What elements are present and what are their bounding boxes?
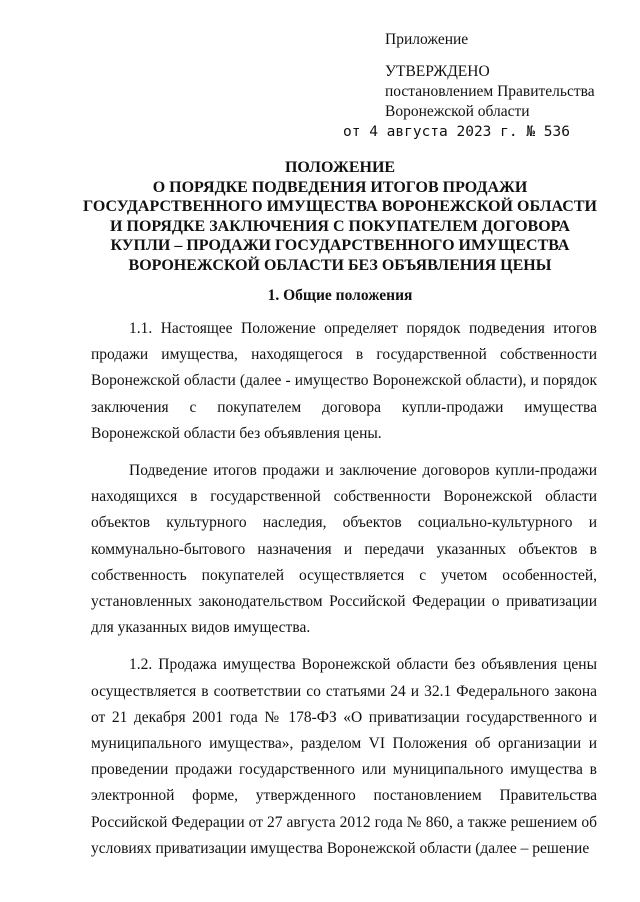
paragraph-1-2: 1.2. Продажа имущества Воронежской области без объявления цены осуществляется в соответствии со статьями 24 и 32.1 Федерального закона от 21 декабря 2001 года № 178-ФЗ «О приватизации государственного и муниципального имущества», разделом VI Положения об организации и проведении продажи государственного или муниципального имущества в электронной форме, утвержденного постановлением Правительства Российской Федерации от 27 августа 2012 года № 860, а также решением об условиях приватизации имущества Воронежской области (далее – решение bbox=[91, 656, 597, 857]
title-line-6: ВОРОНЕЖСКОЙ ОБЛАСТИ БЕЗ ОБЪЯВЛЕНИЯ ЦЕНЫ bbox=[128, 256, 552, 274]
title-line-1: ПОЛОЖЕНИЕ bbox=[284, 159, 396, 176]
decree-line-2: Воронежской области bbox=[385, 103, 530, 120]
section-heading: 1. Общие положения bbox=[267, 287, 413, 304]
document-title bbox=[40, 158, 640, 275]
title-line-4: И ПОРЯДКЕ ЗАКЛЮЧЕНИЯ С ПОКУПАТЕЛЕМ ДОГОВОРА bbox=[110, 217, 570, 235]
approved-label: УТВЕРЖДЕНО bbox=[385, 63, 490, 80]
paragraph-1-1: 1.1. Настоящее Положение определяет порядок подведения итогов продажи имущества, находящегося в государственной собственности Воронежской области (далее - имущество Воронежской области), и порядок заключения с покупателем договора купли-продажи имущества Воронежской области без объявления цены. bbox=[91, 320, 597, 442]
appendix-label: Приложение bbox=[385, 31, 469, 48]
title-line-3: ГОСУДАРСТВЕННОГО ИМУЩЕСТВА ВОРОНЕЖСКОЙ ОБЛАСТИ bbox=[83, 198, 597, 215]
paragraph-1-1-continued: Подведение итогов продажи и заключение договоров купли-продажи находящихся в государственной собственности Воронежской области объектов культурного наследия, объектов социально-культурного и коммунально-бытового назначения и передачи указанных объектов в собственность покупателей осуществляется с учетом особенностей, установленных законодательством Российской Федерации о приватизации для указанных видов имущества. bbox=[91, 462, 597, 637]
approval-block bbox=[343, 30, 625, 142]
section-body bbox=[91, 316, 597, 873]
title-line-2: О ПОРЯДКЕ ПОДВЕДЕНИЯ ИТОГОВ ПРОДАЖИ bbox=[152, 178, 528, 196]
decree-line-1: постановлением Правительства bbox=[385, 83, 595, 100]
decree-date-number: от 4 августа 2023 г. № 536 bbox=[343, 124, 570, 140]
title-line-5: КУПЛИ – ПРОДАЖИ ГОСУДАРСТВЕННОГО ИМУЩЕСТВА bbox=[110, 237, 570, 254]
